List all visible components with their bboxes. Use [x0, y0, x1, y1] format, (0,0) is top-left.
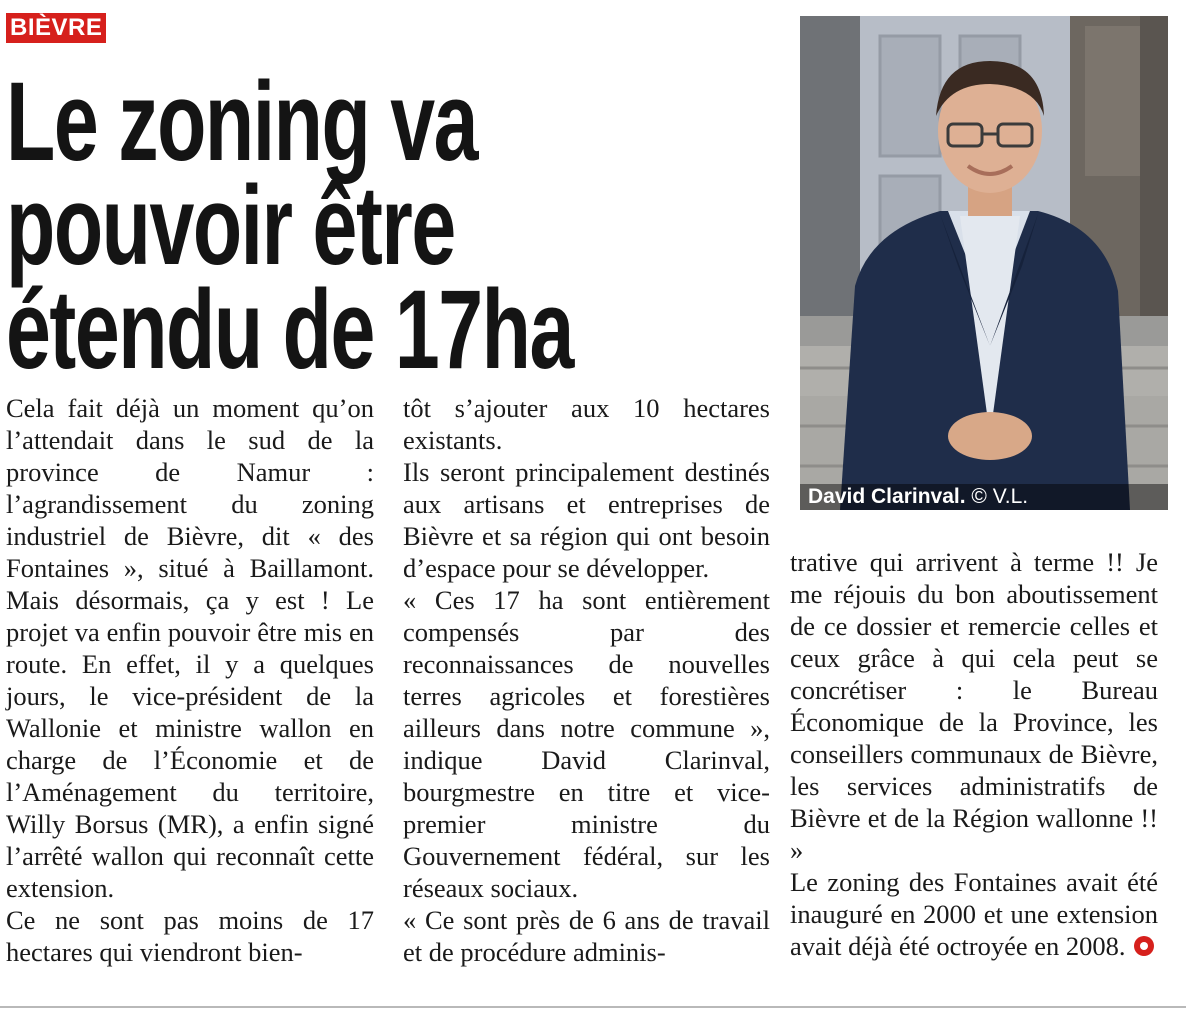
photo-caption — [800, 484, 1168, 510]
headline-line: pouvoir être — [6, 163, 455, 288]
article-column-1 — [6, 392, 374, 968]
paragraph: tôt s’ajouter aux 10 hectares existants. — [403, 393, 770, 455]
end-of-article-icon — [1134, 936, 1154, 956]
paragraph: Cela fait déjà un moment qu’on l’attendait dans le sud de la province de Namur : l’agrandissement du zoning industriel de Bièvre, dit « des Fontaines », situé à Baillamont. Mais désormais, ça y est ! Le projet va enfin pouvoir être mis en route. En effet, il y a quelques jours, le vice-président de la Wallonie et ministre wallon en charge de l’Économie et de l’Aménagement du territoire, Willy Borsus (MR), a enfin signé l’arrêté wallon qui reconnaît cette extension. — [6, 393, 374, 903]
article-column-3 — [790, 546, 1158, 962]
headline-line: Le zoning va — [6, 59, 478, 184]
paragraph: Ils seront principalement destinés aux artisans et entreprises de Bièvre et sa région qui ont besoin d’espace pour se développer. — [403, 457, 770, 583]
portrait-illustration — [800, 16, 1168, 510]
headline — [6, 59, 575, 392]
paragraph: « Ces 17 ha sont entièrement compensés par des reconnaissances de nouvelles terres agricoles et forestières ailleurs dans notre commune », indique David Clarinval, bourgmestre en titre et vice-premier ministre du Gouvernement fédéral, sur les réseaux sociaux. — [403, 585, 770, 903]
paragraph: Ce ne sont pas moins de 17 hectares qui viendront bien- — [6, 905, 374, 967]
portrait-photo — [800, 16, 1168, 510]
closing-paragraph-text: Le zoning des Fontaines avait été inauguré en 2000 et une extension avait déjà été octroyée en 2008. — [790, 867, 1158, 961]
paragraph — [790, 866, 1158, 962]
paragraph: « Ce sont près de 6 ans de travail et de procédure adminis- — [403, 905, 770, 967]
paragraph: trative qui arrivent à terme !! Je me réjouis du bon aboutissement de ce dossier et remercie celles et ceux grâce à qui cela peut se concrétiser : le Bureau Économique de la Province, les conseillers communaux de Bièvre, les services administratifs de Bièvre et de la Région wallonne !! » — [790, 547, 1158, 865]
article-column-2 — [403, 392, 770, 968]
headline-line: étendu de 17ha — [6, 267, 573, 392]
caption-credit: © V.L. — [971, 485, 1029, 508]
bottom-rule — [0, 1006, 1186, 1008]
caption-name: David Clarinval. — [808, 485, 966, 508]
section-kicker: BIÈVRE — [6, 13, 106, 43]
